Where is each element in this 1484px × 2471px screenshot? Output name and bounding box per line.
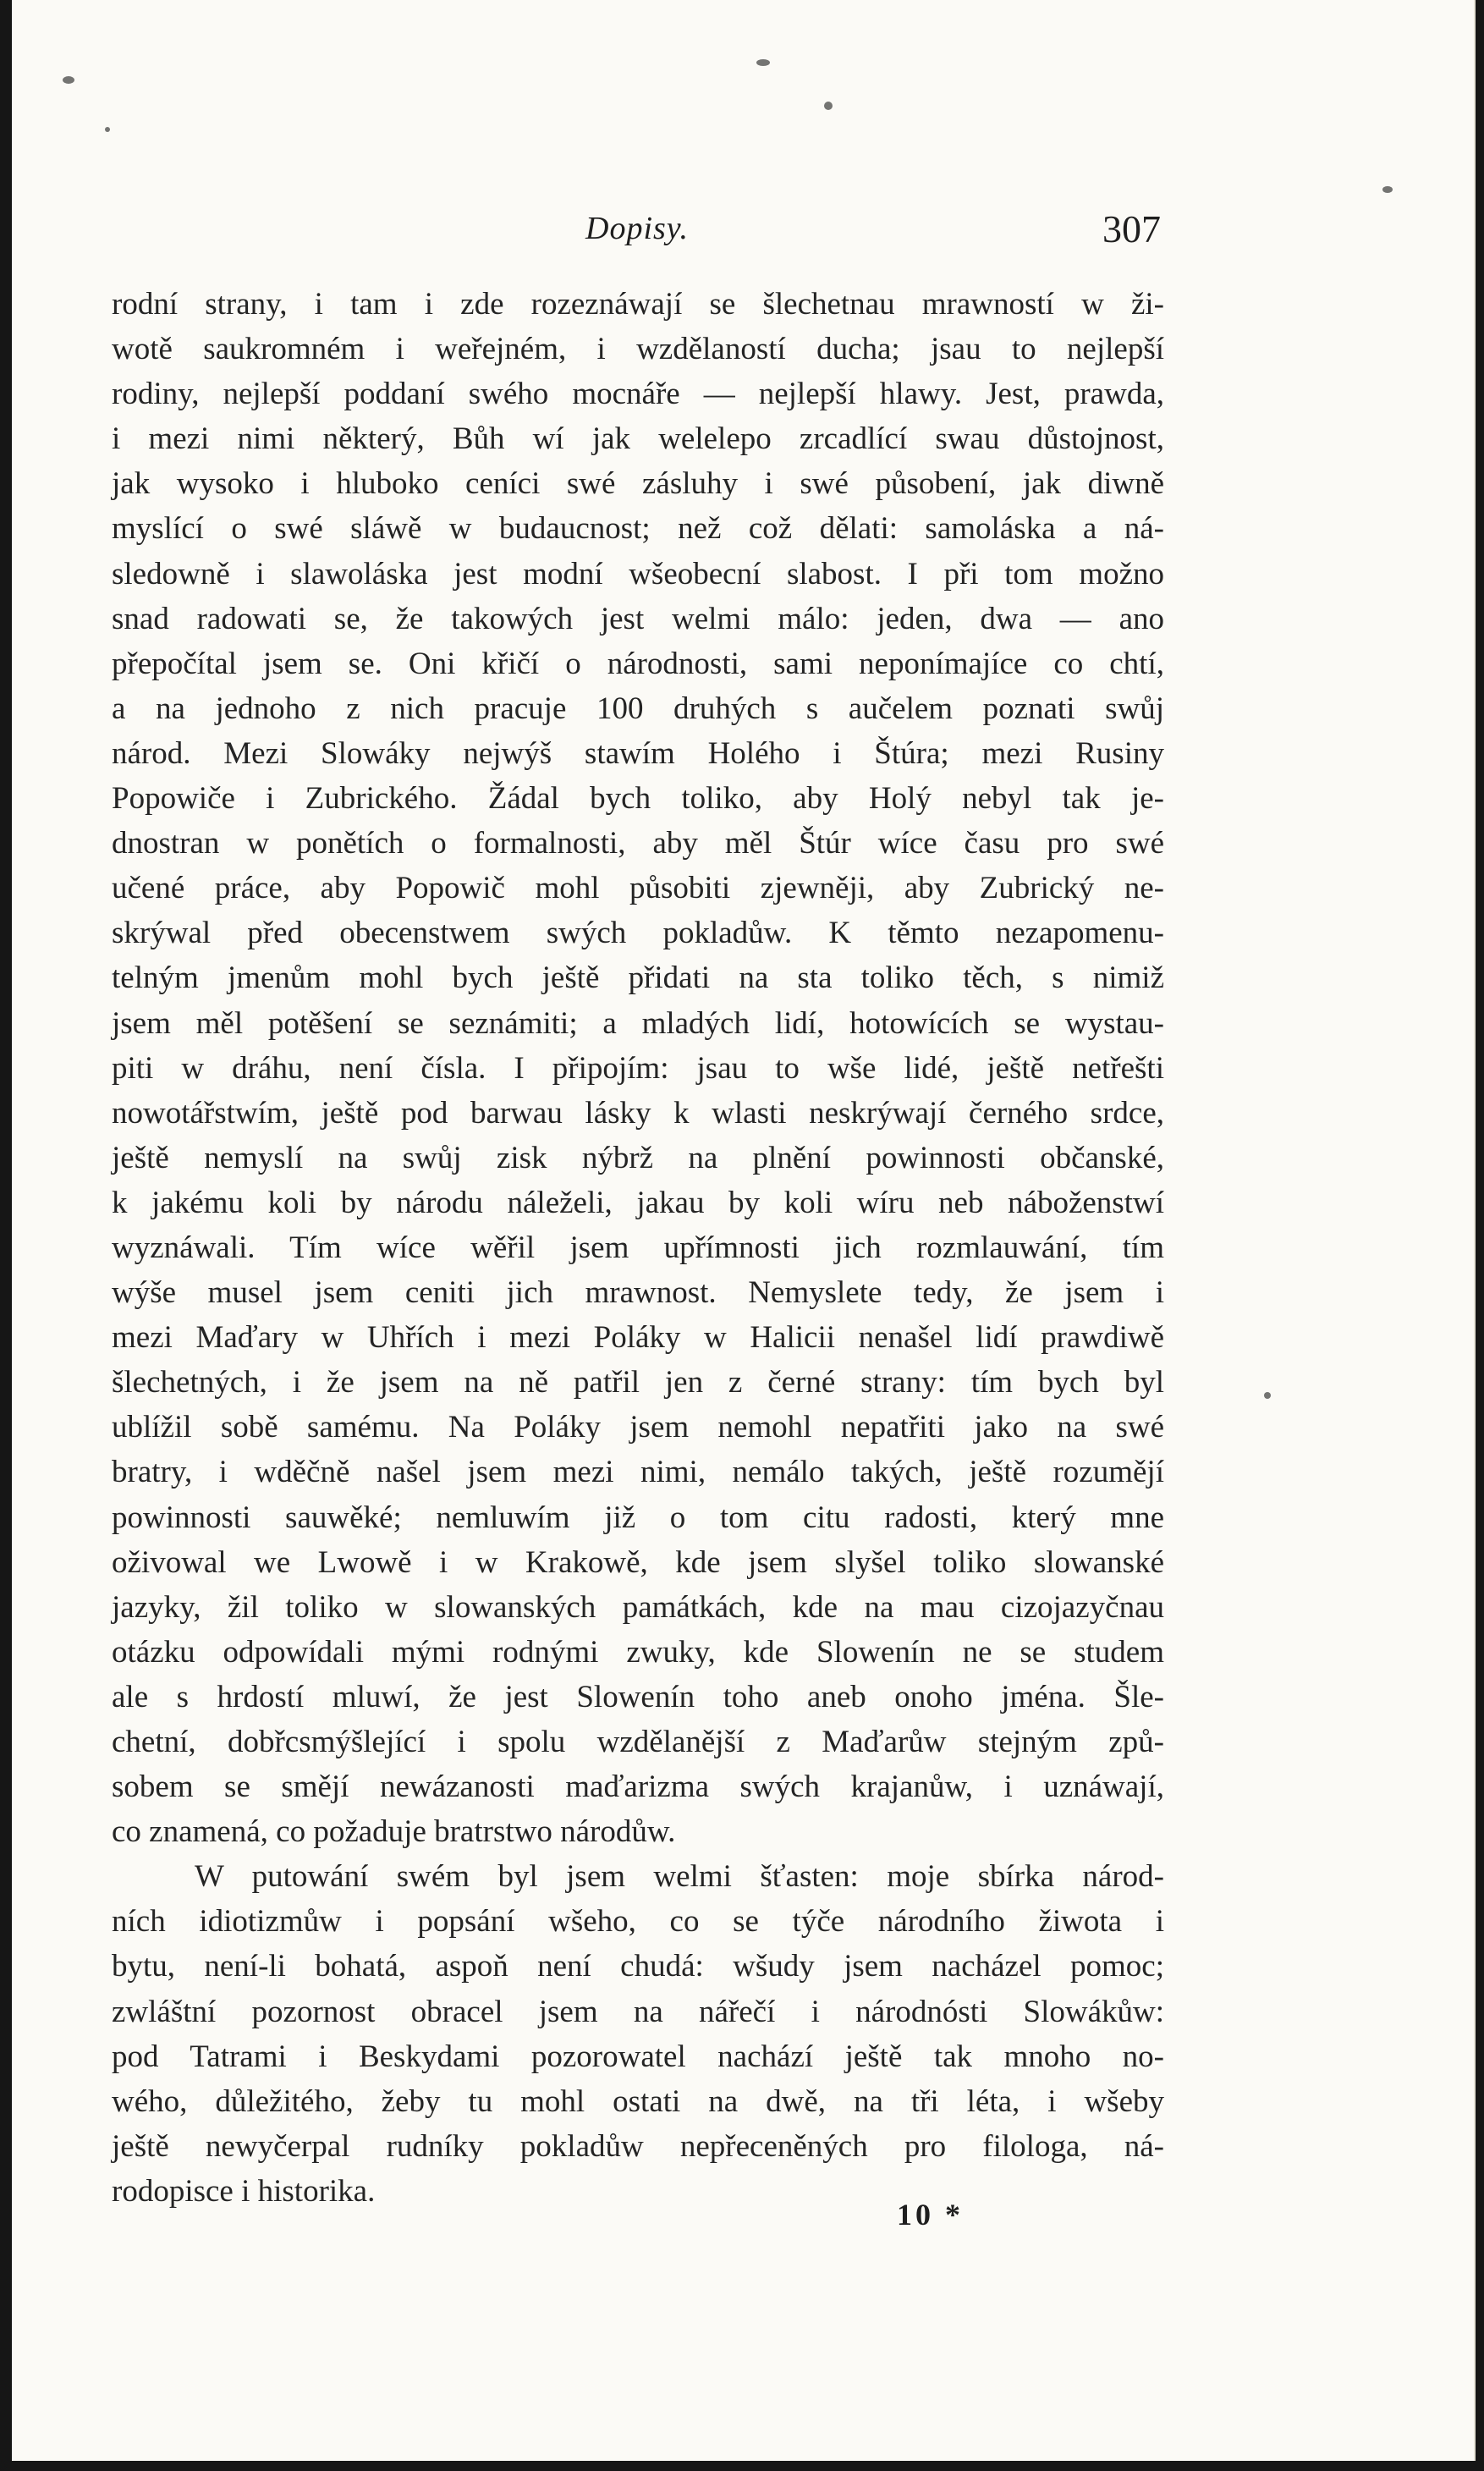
text-line: wého, důležitého, žeby tu mohl ostati na dwě, na tři léta, i wšeby (112, 2083, 1164, 2119)
ink-speck (1382, 186, 1393, 193)
text-line: mezi Maďary w Uhřích i mezi Poláky w Halicii nenašel lidí prawdiwě (112, 1320, 1164, 1356)
ink-speck (105, 127, 110, 132)
text-line: přepočítal jsem se. Oni křičí o národnosti, sami neponímajíce co chtí, (112, 646, 1164, 681)
ink-speck (756, 59, 770, 66)
text-line: nowotářstwím, ještě pod barwau lásky k wlasti neskrýwají černého srdce, (112, 1095, 1164, 1131)
text-line: chetní, dobřcsmýšlející i spolu wzdělanější z Maďarůw stejným způ- (112, 1725, 1164, 1759)
text-line: ublížil sobě samému. Na Poláky jsem nemohl nepatřiti jako na swé (112, 1410, 1164, 1445)
ink-speck (1264, 1392, 1271, 1399)
text-line: sledowně i slawoláska jest modní wšeobecní slabost. I při tom možno (112, 556, 1164, 592)
book-page (12, 0, 1476, 2461)
text-line: piti w dráhu, není čísla. I připojím: jsau to wše lidé, ještě netřešti (112, 1050, 1164, 1086)
signature-mark: 10 * (897, 2198, 964, 2232)
text-line: bratry, i wděčně našel jsem mezi nimi, nemálo takých, ještě rozumějí (112, 1455, 1164, 1490)
text-line: W putowání swém byl jsem welmi šťasten: moje sbírka národ- (195, 1859, 1164, 1895)
text-line: jazyky, žil toliko w slowanských památkách, kde na mau cizojazyčnau (112, 1589, 1164, 1625)
text-line: Popowiče i Zubrického. Žádal bych toliko, aby Holý nebyl tak je- (112, 781, 1164, 817)
text-line: myslící o swé sláwě w budaucnost; než což dělati: samoláska a ná- (112, 511, 1164, 547)
running-title: Dopisy. (585, 211, 690, 246)
text-line: dnostran w ponětích o formalnosti, aby měl Štúr wíce času pro swé (112, 826, 1164, 861)
text-line: oživowal we Lwowě i w Krakowě, kde jsem slyšel toliko slowanské (112, 1544, 1164, 1580)
text-line: a na jednoho z nich pracuje 100 druhých s aučelem poznati swůj (112, 691, 1164, 726)
page-header (112, 206, 1161, 257)
text-line: telným jmenům mohl bych ještě přidati na sta toliko těch, s nimiž (112, 960, 1164, 996)
text-line: rodopisce i historika. (112, 2173, 376, 2209)
paragraph (112, 1854, 1164, 2214)
text-line: wyznáwali. Tím wíce wěřil jsem upřímnosti jich rozmlauwání, tím (112, 1230, 1164, 1265)
text-line: ních idiotizmůw i popsání wšeho, co se týče národního žiwota i (112, 1904, 1164, 1940)
text-line: šlechetných, i že jsem na ně patřil jen z černé strany: tím bych byl (112, 1365, 1164, 1401)
paragraph (112, 282, 1164, 1854)
text-line: i mezi nimi některý, Bůh wí jak welelepo zrcadlící swau důstojnost, (112, 421, 1164, 457)
text-line: zwláštní pozornost obracel jsem na nářečí i národnósti Slowákůw: (112, 1994, 1164, 2029)
text-line: powinnosti sauwěké; nemluwím již o tom citu radosti, který mne (112, 1500, 1164, 1535)
text-line: co znamená, co požaduje bratrstwo národůw. (112, 1814, 676, 1850)
text-line: jsem měl potěšení se seznámiti; a mladých lidí, hotowících se wystau- (112, 1005, 1164, 1041)
text-line: otázku odpowídali mými rodnými zwuky, kde Slowenín ne se studem (112, 1634, 1164, 1670)
text-line: snad radowati se, že takowých jest welmi málo: jeden, dwa — ano (112, 601, 1164, 636)
ink-speck (824, 102, 833, 110)
text-line: ještě newyčerpal rudníky pokladůw nepřeceněných pro filologa, ná- (112, 2128, 1164, 2164)
text-line: sobem se smějí newázanosti maďarizma swých krajanůw, i uznáwají, (112, 1769, 1164, 1805)
text-line: wotě saukromném i weřejném, i wzdělaností ducha; jsau to nejlepší (112, 332, 1164, 367)
text-line: učené práce, aby Popowič mohl působiti zjewněji, aby Zubrický ne- (112, 871, 1164, 906)
text-line: wýše musel jsem ceniti jich mrawnost. Nemyslete tedy, že jsem i (112, 1275, 1164, 1311)
text-line: jak wysoko i hluboko ceníci swé zásluhy i swé působení, jak diwně (112, 466, 1164, 502)
text-line: bytu, není-li bohatá, aspoň není chudá: wšudy jsem nacházel pomoc; (112, 1949, 1164, 1984)
text-line: rodiny, nejlepší poddaní swého mocnáře — nejlepší hlawy. Jest, prawda, (112, 377, 1164, 412)
ink-speck (63, 76, 74, 84)
page-number: 307 (1102, 207, 1161, 250)
text-line: národ. Mezi Slowáky nejwýš stawím Holého i Štúra; mezi Rusiny (112, 735, 1164, 771)
text-line: skrýwal před obecenstwem swých pokladůw. K těmto nezapomenu- (112, 916, 1164, 951)
text-line: pod Tatrami i Beskydami pozorowatel nachází ještě tak mnoho no- (112, 2039, 1164, 2074)
text-line: ještě nemyslí na swůj zisk nýbrž na plnění powinnosti občanské, (112, 1140, 1164, 1175)
text-line: ale s hrdostí mluwí, že jest Slowenín toho aneb onoho jména. Šle- (112, 1679, 1164, 1714)
text-line: k jakému koli by národu náleželi, jakau by koli wíru neb náboženstwí (112, 1185, 1164, 1220)
text-line: rodní strany, i tam i zde rozeznáwají se šlechetnau mrawností w ži- (112, 287, 1164, 322)
body-text (112, 282, 1164, 2214)
